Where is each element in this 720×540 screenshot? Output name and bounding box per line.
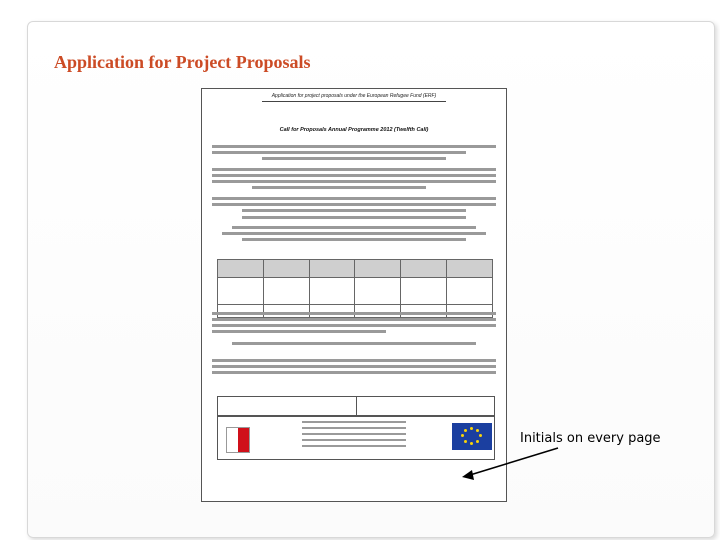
document-call-title: Call for Proposals Annual Programme 2012 (Twelfth Call) — [279, 127, 429, 133]
slide-title: Application for Project Proposals — [54, 52, 311, 72]
document-header: Application for project proposals under the European Refugee Fund (ERF) — [271, 93, 437, 99]
annotation-text: Initials on every page — [520, 431, 661, 446]
